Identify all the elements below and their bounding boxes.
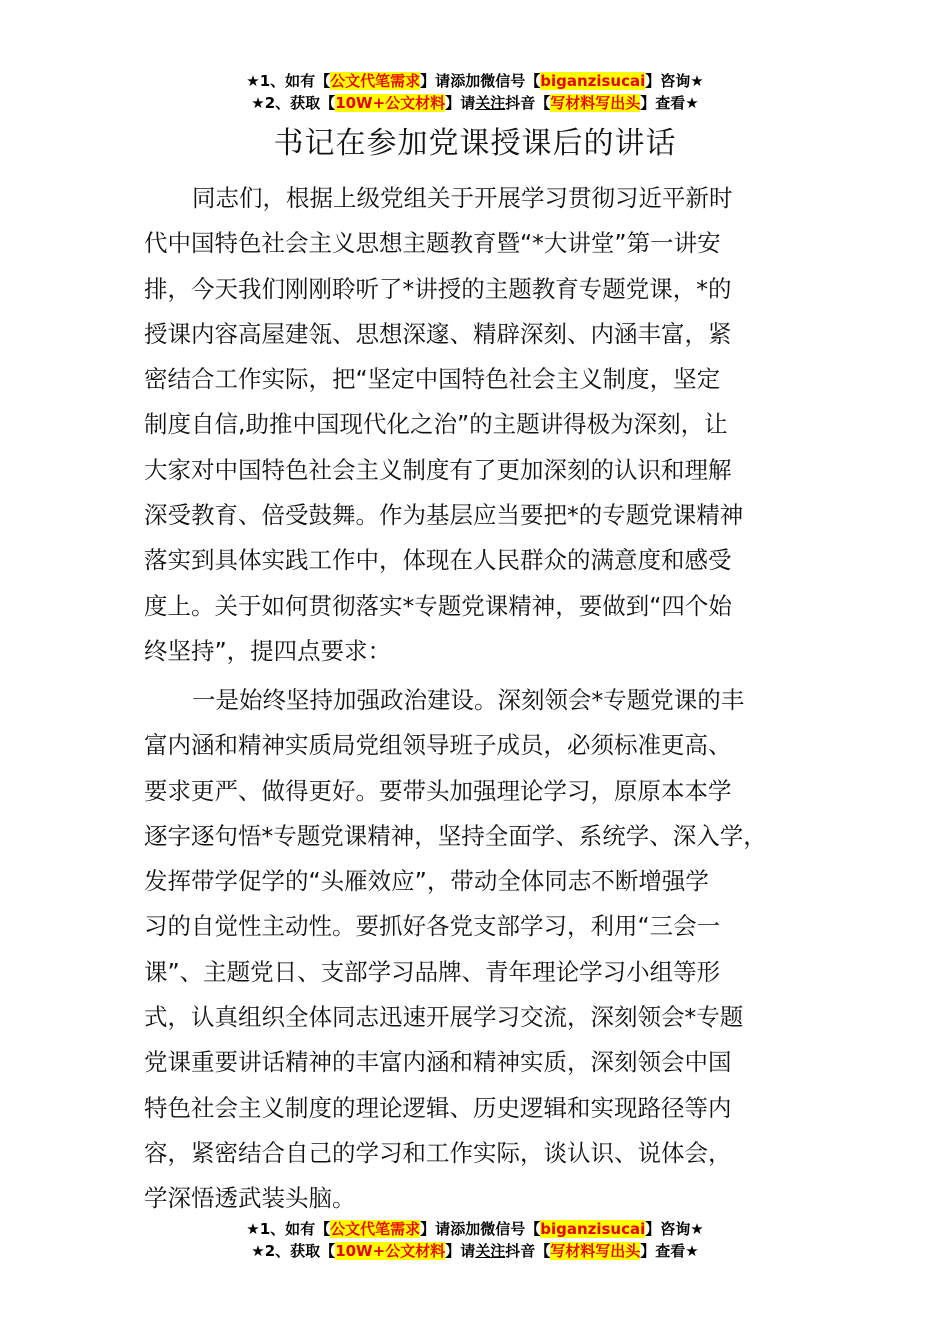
promo-footer bbox=[0, 1218, 950, 1262]
paragraph-2 bbox=[144, 678, 808, 1222]
promo-text-bold: 添加 bbox=[450, 1220, 481, 1238]
promo-highlight: 10W+公文材料 bbox=[335, 94, 446, 112]
promo-text: 微信号【 bbox=[480, 72, 541, 90]
text-line: 逐字逐句悟*专题党课精神，坚持全面学、系统学、深入学， bbox=[144, 821, 767, 850]
promo-text-underlined: 关注 bbox=[475, 94, 506, 112]
promo-text: 】咨询★ bbox=[645, 1220, 704, 1238]
text-line: 富内涵和精神实质局党组领导班子成员，必须标准更高、 bbox=[144, 731, 732, 760]
promo-text: 】查看★ bbox=[640, 94, 699, 112]
promo-text: 】查看★ bbox=[640, 1242, 699, 1260]
promo-highlight: 10W+公文材料 bbox=[335, 1242, 446, 1260]
promo-line-1 bbox=[0, 70, 950, 92]
text-line: 党课重要讲话精神的丰富内涵和精神实质，深刻领会中国 bbox=[144, 1048, 732, 1077]
promo-line-1 bbox=[0, 1218, 950, 1240]
promo-highlight: biganzisucai bbox=[540, 72, 646, 90]
promo-text: 】请 bbox=[445, 1242, 476, 1260]
text-line: 制度自信,助推中国现代化之治”的主题讲得极为深刻，让 bbox=[144, 410, 728, 439]
text-line: 排，今天我们刚刚聆听了*讲授的主题教育专题党课，*的 bbox=[144, 274, 732, 303]
promo-text: 微信号【 bbox=[480, 1220, 541, 1238]
promo-text: 】咨询★ bbox=[645, 72, 704, 90]
promo-text: ★2、获取【 bbox=[251, 94, 336, 112]
promo-line-2 bbox=[0, 92, 950, 114]
promo-text: ★1、如有【 bbox=[246, 1220, 331, 1238]
promo-header bbox=[0, 70, 950, 114]
promo-highlight: biganzisucai bbox=[540, 1220, 646, 1238]
text-line: 一是始终坚持加强政治建设。深刻领会*专题党课的丰 bbox=[192, 686, 745, 714]
promo-text: ★2、获取【 bbox=[251, 1242, 336, 1260]
text-line: 式，认真组织全体同志迅速开展学习交流，深刻领会*专题 bbox=[144, 1003, 744, 1032]
text-line: 学深悟透武装头脑。 bbox=[144, 1184, 356, 1213]
text-line: 授课内容高屋建瓴、思想深邃、精辟深刻、内涵丰富，紧 bbox=[144, 319, 732, 348]
text-line: 发挥带学促学的“头雁效应”，带动全体同志不断增强学 bbox=[144, 867, 709, 896]
text-line: 密结合工作实际，把“坚定中国特色社会主义制度，坚定 bbox=[144, 365, 721, 394]
promo-text-bold: 添加 bbox=[450, 72, 481, 90]
paragraph-1 bbox=[144, 176, 808, 674]
document-title: 书记在参加党课授课后的讲话 bbox=[273, 126, 677, 161]
text-line: 课”、主题党日、支部学习品牌、青年理论学习小组等形 bbox=[144, 957, 721, 986]
text-line: 要求更严、做得更好。要带头加强理论学习，原原本本学 bbox=[144, 776, 732, 805]
text-line: 特色社会主义制度的理论逻辑、历史逻辑和实现路径等内 bbox=[144, 1093, 732, 1122]
promo-highlight: 公文代笔需求 bbox=[330, 72, 421, 90]
text-line: 度上。关于如何贯彻落实*专题党课精神，要做到“四个始 bbox=[144, 591, 732, 620]
promo-highlight: 写材料写出头 bbox=[550, 94, 641, 112]
promo-text: 】请 bbox=[445, 94, 476, 112]
text-line: 大家对中国特色社会主义制度有了更加深刻的认识和理解 bbox=[144, 455, 732, 484]
promo-text: ★1、如有【 bbox=[246, 72, 331, 90]
promo-text: 】请 bbox=[420, 72, 451, 90]
promo-text: 抖音【 bbox=[505, 1242, 551, 1260]
text-line: 落实到具体实践工作中，体现在人民群众的满意度和感受 bbox=[144, 546, 732, 575]
text-line: 代中国特色社会主义思想主题教育暨“*大讲堂”第一讲安 bbox=[144, 229, 721, 258]
text-line: 同志们，根据上级党组关于开展学习贯彻习近平新时 bbox=[192, 184, 733, 212]
promo-text-underlined: 关注 bbox=[475, 1242, 506, 1260]
promo-line-2 bbox=[0, 1240, 950, 1262]
promo-text: 】请 bbox=[420, 1220, 451, 1238]
text-line: 终坚持”，提四点要求： bbox=[144, 636, 392, 665]
text-line: 容，紧密结合自己的学习和工作实际，谈认识、说体会， bbox=[144, 1138, 732, 1167]
text-line: 习的自觉性主动性。要抓好各党支部学习，利用“三会一 bbox=[144, 912, 721, 941]
promo-highlight: 写材料写出头 bbox=[550, 1242, 641, 1260]
promo-highlight: 公文代笔需求 bbox=[330, 1220, 421, 1238]
promo-text: 抖音【 bbox=[505, 94, 551, 112]
text-line: 深受教育、倍受鼓舞。作为基层应当要把*的专题党课精神 bbox=[144, 501, 744, 530]
